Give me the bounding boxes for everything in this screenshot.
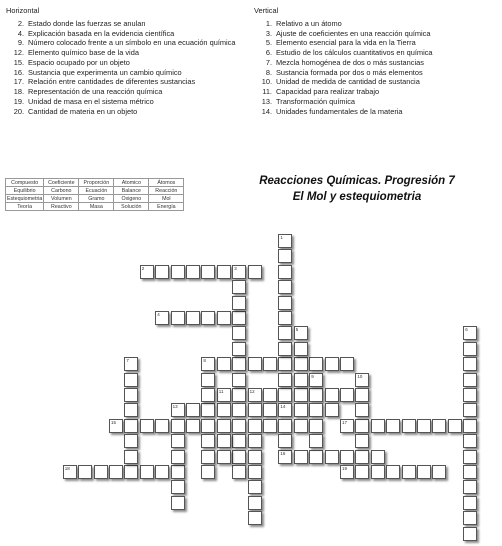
crossword-cell[interactable]	[463, 403, 477, 417]
crossword-cell[interactable]	[463, 450, 477, 464]
crossword-cell[interactable]	[278, 373, 292, 387]
crossword-cell[interactable]	[217, 265, 231, 279]
crossword-cell[interactable]	[309, 388, 323, 402]
crossword-cell[interactable]	[294, 326, 308, 340]
crossword-cell[interactable]	[340, 388, 354, 402]
crossword-cell[interactable]	[371, 450, 385, 464]
clue-number: 2.	[17, 18, 24, 28]
crossword-cell[interactable]	[309, 373, 323, 387]
crossword-cell[interactable]	[171, 496, 185, 510]
crossword-cell[interactable]	[309, 403, 323, 417]
crossword-cell[interactable]	[278, 419, 292, 433]
clue-text: Mezcla homogénea de dos o más sustancias	[276, 57, 424, 67]
crossword-cell[interactable]	[278, 342, 292, 356]
cell-number: 4	[157, 312, 160, 317]
crossword-cell[interactable]	[140, 465, 154, 479]
crossword-cell[interactable]	[186, 403, 200, 417]
crossword-cell[interactable]	[463, 357, 477, 371]
crossword-cell[interactable]	[463, 373, 477, 387]
crossword-cell[interactable]	[432, 465, 446, 479]
crossword-cell[interactable]	[248, 265, 262, 279]
crossword-cell[interactable]	[232, 326, 246, 340]
vertical-heading: Vertical	[254, 6, 279, 15]
word-bank-word: Coeficiente	[44, 179, 79, 187]
crossword-cell[interactable]	[171, 403, 185, 417]
crossword-cell[interactable]	[232, 280, 246, 294]
clue-text: Relación entre cantidades de diferentes sustancias	[28, 77, 196, 87]
cell-number: 13	[172, 404, 178, 410]
crossword-cell[interactable]	[201, 373, 215, 387]
crossword-cell[interactable]	[140, 265, 154, 279]
crossword-cell[interactable]	[278, 434, 292, 448]
crossword-cell[interactable]	[263, 419, 277, 433]
cell-number: 8	[203, 358, 206, 364]
word-bank-word: Átomos	[149, 179, 184, 187]
crossword-cell[interactable]	[124, 450, 138, 464]
cell-number: 16	[280, 450, 286, 456]
clue-number: 16.	[13, 67, 24, 77]
clue-number: 9.	[17, 38, 24, 48]
crossword-cell[interactable]	[217, 357, 231, 371]
word-bank-word: Balance	[114, 187, 149, 195]
crossword-cell[interactable]	[109, 419, 123, 433]
clue-number: 4.	[17, 28, 24, 38]
word-bank-word: Oxigeno	[114, 195, 149, 203]
crossword-cell[interactable]	[171, 265, 185, 279]
crossword-cell[interactable]	[171, 480, 185, 494]
cell-number: 5	[295, 327, 299, 333]
clue-number: 3.	[265, 28, 272, 38]
crossword-cell[interactable]	[355, 450, 369, 464]
clue-text: Sustancia formada por dos o más elementos	[276, 67, 423, 77]
crossword-cell[interactable]	[201, 265, 215, 279]
cell-number: 12	[249, 389, 255, 394]
clue-number: 1.	[265, 18, 272, 28]
crossword-cell[interactable]	[171, 450, 185, 464]
crossword-cell[interactable]	[155, 265, 169, 279]
crossword-cell[interactable]	[355, 465, 369, 479]
crossword-cell[interactable]	[463, 434, 477, 448]
clue-text: Relativo a un átomo	[276, 18, 342, 28]
crossword-cell[interactable]	[417, 419, 431, 433]
clue-number: 13.	[261, 96, 272, 106]
crossword-cell[interactable]	[340, 450, 354, 464]
cell-number: 1	[280, 235, 283, 240]
crossword-cell[interactable]	[232, 450, 246, 464]
crossword-cell[interactable]	[201, 434, 215, 448]
word-bank-word: Estequiometria	[7, 195, 43, 202]
crossword-cell[interactable]	[463, 465, 477, 479]
crossword-cell[interactable]	[278, 311, 292, 325]
crossword-cell[interactable]	[371, 419, 385, 433]
crossword-cell[interactable]	[325, 403, 339, 417]
crossword-cell[interactable]	[201, 450, 215, 464]
crossword-cell[interactable]	[432, 419, 446, 433]
clue-text: Número colocado frente a un símbolo en una ecuación química	[28, 38, 236, 48]
crossword-cell[interactable]	[232, 388, 246, 402]
crossword-cell[interactable]	[78, 465, 92, 479]
cell-number: 19	[342, 466, 348, 471]
crossword-cell[interactable]	[386, 419, 400, 433]
word-bank-word: Reactivo	[44, 203, 79, 211]
crossword-cell[interactable]	[340, 419, 354, 433]
word-bank-word: Reacción	[149, 187, 184, 195]
crossword-cell[interactable]	[201, 465, 215, 479]
crossword-cell[interactable]	[248, 511, 262, 525]
crossword-cell[interactable]	[294, 357, 308, 371]
crossword-cell[interactable]	[309, 419, 323, 433]
crossword-cell[interactable]	[171, 434, 185, 448]
crossword-cell[interactable]	[94, 465, 108, 479]
crossword-cell[interactable]	[309, 434, 323, 448]
cell-number: 9	[311, 373, 314, 379]
clue-number: 10.	[261, 77, 272, 87]
crossword-cell[interactable]	[248, 480, 262, 494]
word-bank-word: Proporción	[79, 179, 114, 187]
crossword-cell[interactable]	[355, 419, 369, 433]
crossword-cell[interactable]	[355, 434, 369, 448]
crossword-cell[interactable]	[140, 419, 154, 433]
cell-number: 15	[111, 419, 117, 425]
crossword-cell[interactable]	[124, 434, 138, 448]
crossword-cell[interactable]	[278, 326, 292, 340]
clue-text: Ajuste de coeficientes en una reacción química	[276, 28, 431, 38]
clue-text: Elemento químico base de la vida	[28, 48, 139, 58]
crossword-cell[interactable]	[124, 465, 138, 479]
crossword-cell[interactable]	[278, 357, 292, 371]
crossword-cell[interactable]	[309, 450, 323, 464]
title-line-2: El Mol y estequiometria	[292, 191, 422, 204]
crossword-cell[interactable]	[278, 249, 292, 263]
crossword-cell[interactable]	[217, 419, 231, 433]
crossword-cell[interactable]	[355, 403, 369, 417]
clue-text: Explicación basada en la evidencia científica	[28, 28, 175, 38]
word-bank-word: Masa	[79, 203, 114, 211]
cell-number: 14	[280, 404, 286, 410]
cell-number: 2	[141, 265, 145, 271]
cell-number: 6	[465, 327, 468, 333]
crossword-cell[interactable]	[463, 511, 477, 525]
crossword-cell[interactable]	[217, 434, 231, 448]
crossword-cell[interactable]	[463, 342, 477, 356]
crossword-cell[interactable]	[278, 296, 292, 310]
crossword-cell[interactable]	[278, 450, 292, 464]
crossword-cell[interactable]	[325, 357, 339, 371]
crossword-cell[interactable]	[232, 434, 246, 448]
crossword-cell[interactable]	[278, 388, 292, 402]
crossword-cell[interactable]	[463, 496, 477, 510]
crossword-cell[interactable]	[294, 342, 308, 356]
crossword-cell[interactable]	[186, 311, 200, 325]
crossword-cell[interactable]	[232, 296, 246, 310]
crossword-cell[interactable]	[248, 403, 262, 417]
word-bank-word: Equilibrio	[6, 187, 44, 195]
crossword-cell[interactable]	[217, 450, 231, 464]
crossword-cell[interactable]	[463, 419, 477, 433]
crossword-cell[interactable]	[232, 403, 246, 417]
crossword-cell[interactable]	[124, 419, 138, 433]
crossword-cell[interactable]	[232, 342, 246, 356]
crossword-cell[interactable]	[155, 311, 169, 325]
crossword-cell[interactable]	[278, 265, 292, 279]
crossword-cell[interactable]	[186, 419, 200, 433]
clue-number: 17.	[13, 77, 24, 87]
crossword-cell[interactable]	[309, 357, 323, 371]
crossword-cell[interactable]	[124, 388, 138, 402]
clue-text: Unidades fundamentales de la materia	[276, 106, 403, 116]
crossword-cell[interactable]	[232, 311, 246, 325]
crossword-cell[interactable]	[232, 419, 246, 433]
crossword-cell[interactable]	[171, 311, 185, 325]
crossword-cell[interactable]	[448, 419, 462, 433]
crossword-cell[interactable]	[124, 403, 138, 417]
horizontal-heading: Horizontal	[6, 6, 40, 15]
crossword-cell[interactable]	[386, 465, 400, 479]
crossword-cell[interactable]	[109, 465, 123, 479]
crossword-cell[interactable]	[417, 465, 431, 479]
crossword-cell[interactable]	[355, 373, 369, 387]
crossword-cell[interactable]	[217, 388, 231, 402]
crossword-cell[interactable]	[278, 280, 292, 294]
cell-number: 3	[234, 265, 237, 271]
clue-number: 14.	[261, 106, 272, 116]
crossword-cell[interactable]	[232, 265, 246, 279]
crossword-cell[interactable]	[263, 388, 277, 402]
clue-number: 6.	[265, 48, 272, 58]
crossword-cell[interactable]	[248, 419, 262, 433]
crossword-cell[interactable]	[248, 434, 262, 448]
clue-text: Unidad de medida de cantidad de sustancia	[276, 77, 420, 87]
crossword-cell[interactable]	[402, 465, 416, 479]
clue-text: Espacio ocupado por un objeto	[28, 57, 130, 67]
clue-number: 11.	[262, 87, 272, 97]
crossword-cell[interactable]	[217, 403, 231, 417]
clue-text: Estado donde las fuerzas se anulan	[28, 18, 146, 28]
clue-number: 5.	[265, 38, 272, 48]
crossword-cell[interactable]	[294, 450, 308, 464]
crossword-cell[interactable]	[186, 265, 200, 279]
crossword-cell[interactable]	[340, 465, 354, 479]
crossword-cell[interactable]	[355, 388, 369, 402]
clue-text: Estudio de los cálculos cuantitativos en química	[276, 48, 433, 58]
title-line-1: Reacciones Químicas. Progresión 7	[259, 175, 455, 187]
crossword-cell[interactable]	[325, 450, 339, 464]
clue-number: 8.	[265, 67, 272, 77]
cell-number: 11	[218, 389, 224, 394]
word-bank-word: Compuesto	[6, 179, 44, 187]
word-bank-word: Ecuación	[79, 187, 114, 195]
crossword-cell[interactable]	[371, 465, 385, 479]
word-bank-word: Solución	[114, 203, 149, 211]
cell-number: 7	[126, 358, 129, 364]
clue-number: 19.	[13, 96, 24, 106]
crossword-cell[interactable]	[340, 357, 354, 371]
clue-number: 12.	[13, 48, 24, 58]
crossword-cell[interactable]	[248, 357, 262, 371]
word-bank-word: Volumen	[44, 195, 79, 203]
crossword-cell[interactable]	[124, 357, 138, 371]
clue-text: Capacidad para realizar trabajo	[276, 87, 380, 97]
clue-text: Elemento esencial para la vida en la Tierra	[276, 38, 416, 48]
crossword-cell[interactable]	[124, 373, 138, 387]
crossword-cell[interactable]	[402, 419, 416, 433]
clue-text: Cantidad de materia en un objeto	[28, 106, 138, 116]
crossword-cell[interactable]	[278, 234, 292, 248]
crossword-cell[interactable]	[294, 419, 308, 433]
crossword-cell[interactable]	[294, 403, 308, 417]
word-bank-word: Teoría	[6, 203, 44, 211]
cell-number: 10	[357, 373, 363, 379]
crossword-cell[interactable]	[325, 388, 339, 402]
crossword-cell[interactable]	[155, 419, 169, 433]
crossword-cell[interactable]	[463, 527, 477, 541]
crossword-cell[interactable]	[263, 357, 277, 371]
crossword-cell[interactable]	[232, 357, 246, 371]
crossword-cell[interactable]	[232, 373, 246, 387]
word-bank-word: Mol	[149, 195, 184, 203]
word-bank-word: Energía	[149, 203, 184, 211]
crossword-cell[interactable]	[294, 373, 308, 387]
crossword-cell[interactable]	[248, 388, 262, 402]
word-bank-word: Gramo	[79, 195, 114, 203]
crossword-cell[interactable]	[217, 311, 231, 325]
crossword-cell[interactable]	[463, 388, 477, 402]
crossword-cell[interactable]	[248, 450, 262, 464]
crossword-cell[interactable]	[63, 465, 77, 479]
crossword-cell[interactable]	[278, 403, 292, 417]
crossword-cell[interactable]	[201, 419, 215, 433]
clue-number: 7.	[265, 57, 272, 67]
crossword-cell[interactable]	[201, 357, 215, 371]
crossword-cell[interactable]	[248, 465, 262, 479]
crossword-cell[interactable]	[463, 480, 477, 494]
crossword-cell[interactable]	[232, 465, 246, 479]
crossword-cell[interactable]	[171, 419, 185, 433]
cell-number: 18	[64, 466, 70, 471]
clue-text: Sustancia que experimenta un cambio químico	[28, 67, 182, 77]
crossword-cell[interactable]	[201, 403, 215, 417]
clue-text: Representación de una reacción química	[28, 87, 163, 97]
clue-number: 20.	[13, 106, 24, 116]
clue-number: 18.	[13, 87, 24, 97]
crossword-cell[interactable]	[263, 403, 277, 417]
crossword-cell[interactable]	[248, 496, 262, 510]
cell-number: 17	[342, 419, 348, 425]
crossword-cell[interactable]	[201, 388, 215, 402]
crossword-cell[interactable]	[463, 326, 477, 340]
crossword-cell[interactable]	[155, 465, 169, 479]
clue-text: Unidad de masa en el sistema métrico	[28, 96, 154, 106]
clue-text: Transformación química	[276, 96, 355, 106]
crossword-cell[interactable]	[171, 465, 185, 479]
crossword-cell[interactable]	[201, 311, 215, 325]
clue-number: 15.	[13, 57, 24, 67]
crossword-cell[interactable]	[294, 388, 308, 402]
word-bank-word: Carbono	[44, 187, 79, 195]
word-bank-word: Atomico	[114, 179, 149, 187]
